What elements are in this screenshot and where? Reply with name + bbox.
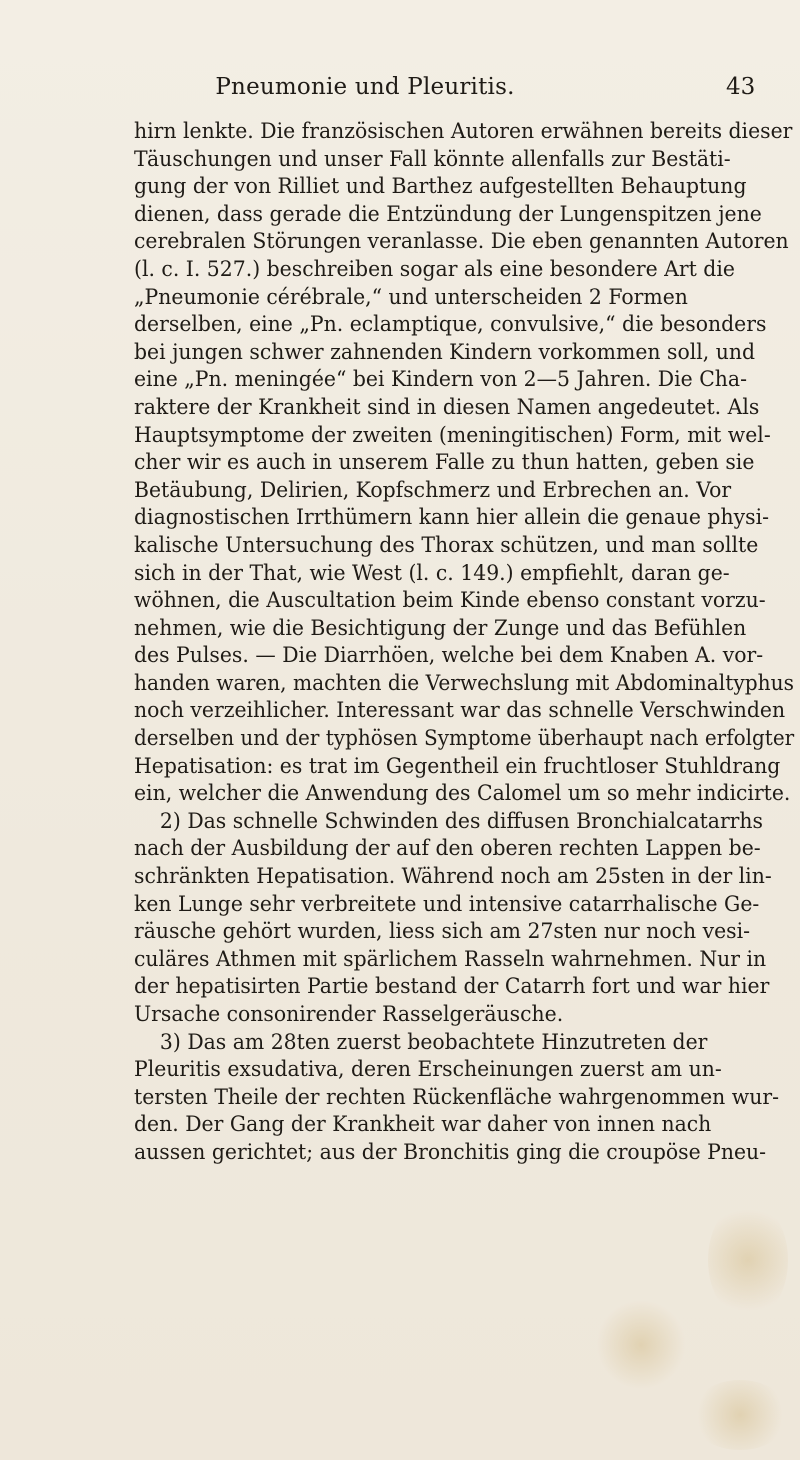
text-line: der hepatisirten Partie bestand der Catarrh fort und war hier [134, 974, 770, 999]
text-line: handen waren, machten die Verwechslung mit Abdominaltyphus [134, 670, 794, 695]
text-line: den. Der Gang der Krankheit war daher von innen nach [134, 1112, 712, 1137]
text-line: noch verzeihlicher. Interessant war das schnelle Verschwinden [134, 698, 786, 723]
text-line: Ursache consonirender Rasselgeräusche. [134, 1002, 564, 1026]
paper-stain [708, 1200, 788, 1320]
text-line: wöhnen, die Auscultation beim Kinde ebenso constant vorzu- [134, 588, 766, 613]
text-line: cher wir es auch in unserem Falle zu thun hatten, geben sie [134, 450, 755, 475]
text-line: derselben und der typhösen Symptome überhaupt nach erfolgter [134, 726, 795, 751]
text-line: Betäubung, Delirien, Kopfschmerz und Erbrechen an. Vor [134, 477, 732, 502]
text-line: Hauptsymptome der zweiten (meningitischen) Form, mit wel- [134, 422, 771, 447]
text-line: bei jungen schwer zahnenden Kindern vorkommen soll, und [134, 339, 756, 364]
text-line: sich in der That, wie West (l. c. 149.) empfiehlt, daran ge- [134, 560, 730, 585]
body-text [134, 118, 800, 1167]
page-number: 43 [726, 74, 756, 100]
text-line: raktere der Krankheit sind in diesen Namen angedeutet. Als [134, 394, 760, 419]
text-line: culäres Athmen mit spärlichem Rasseln wahrnehmen. Nur in [134, 946, 767, 971]
running-head: Pneumonie und Pleuritis. [215, 74, 515, 100]
text-line: cerebralen Störungen veranlasse. Die eben genannten Autoren [134, 229, 789, 254]
text-line: tersten Theile der rechten Rückenfläche wahrgenommen wur- [134, 1084, 779, 1109]
paper-stain [690, 1380, 790, 1450]
text-line: nach der Ausbildung der auf den oberen rechten Lappen be- [134, 836, 761, 861]
text-line: gung der von Rilliet und Barthez aufgestellten Behauptung [134, 174, 747, 199]
text-line: ken Lunge sehr verbreitete und intensive catarrhalische Ge- [134, 891, 760, 916]
text-line: eine „Pn. meningée“ bei Kindern von 2—5 Jahren. Die Cha- [134, 367, 747, 392]
text-line: „Pneumonie cérébrale,“ und unterscheiden 2 Formen [134, 284, 688, 309]
text-line: 2) Das schnelle Schwinden des diffusen Bronchialcatarrhs [134, 808, 764, 833]
text-line: dienen, dass gerade die Entzündung der Lungenspitzen jene [134, 201, 762, 226]
text-line: Pleuritis exsudativa, deren Erscheinungen zuerst am un- [134, 1057, 722, 1082]
text-line: ein, welcher die Anwendung des Calomel um so mehr indicirte. [134, 781, 791, 806]
text-line: kalische Untersuchung des Thorax schützen, und man sollte [134, 532, 759, 557]
text-line: nehmen, wie die Besichtigung der Zunge und das Befühlen [134, 615, 747, 640]
text-line: räusche gehört wurden, liess sich am 27sten nur noch vesi- [134, 919, 751, 944]
text-line: diagnostischen Irrthümern kann hier allein die genaue physi- [134, 505, 769, 530]
text-line: aussen gerichtet; aus der Bronchitis ging die croupöse Pneu- [134, 1139, 767, 1164]
paper-stain [596, 1300, 686, 1390]
text-line: (l. c. I. 527.) beschreiben sogar als eine besondere Art die [134, 256, 735, 281]
text-line: des Pulses. — Die Diarrhöen, welche bei dem Knaben A. vor- [134, 643, 764, 668]
text-line: derselben, eine „Pn. eclamptique, convulsive,“ die besonders [134, 312, 767, 337]
text-line: schränkten Hepatisation. Während noch am 25sten in der lin- [134, 864, 772, 889]
text-line: Täuschungen und unser Fall könnte allenfalls zur Bestäti- [134, 146, 731, 171]
text-line: Hepatisation: es trat im Gegentheil ein fruchtloser Stuhldrang [134, 753, 781, 778]
text-line: hirn lenkte. Die französischen Autoren erwähnen bereits dieser [134, 119, 793, 143]
text-line: 3) Das am 28ten zuerst beobachtete Hinzutreten der [134, 1029, 708, 1054]
